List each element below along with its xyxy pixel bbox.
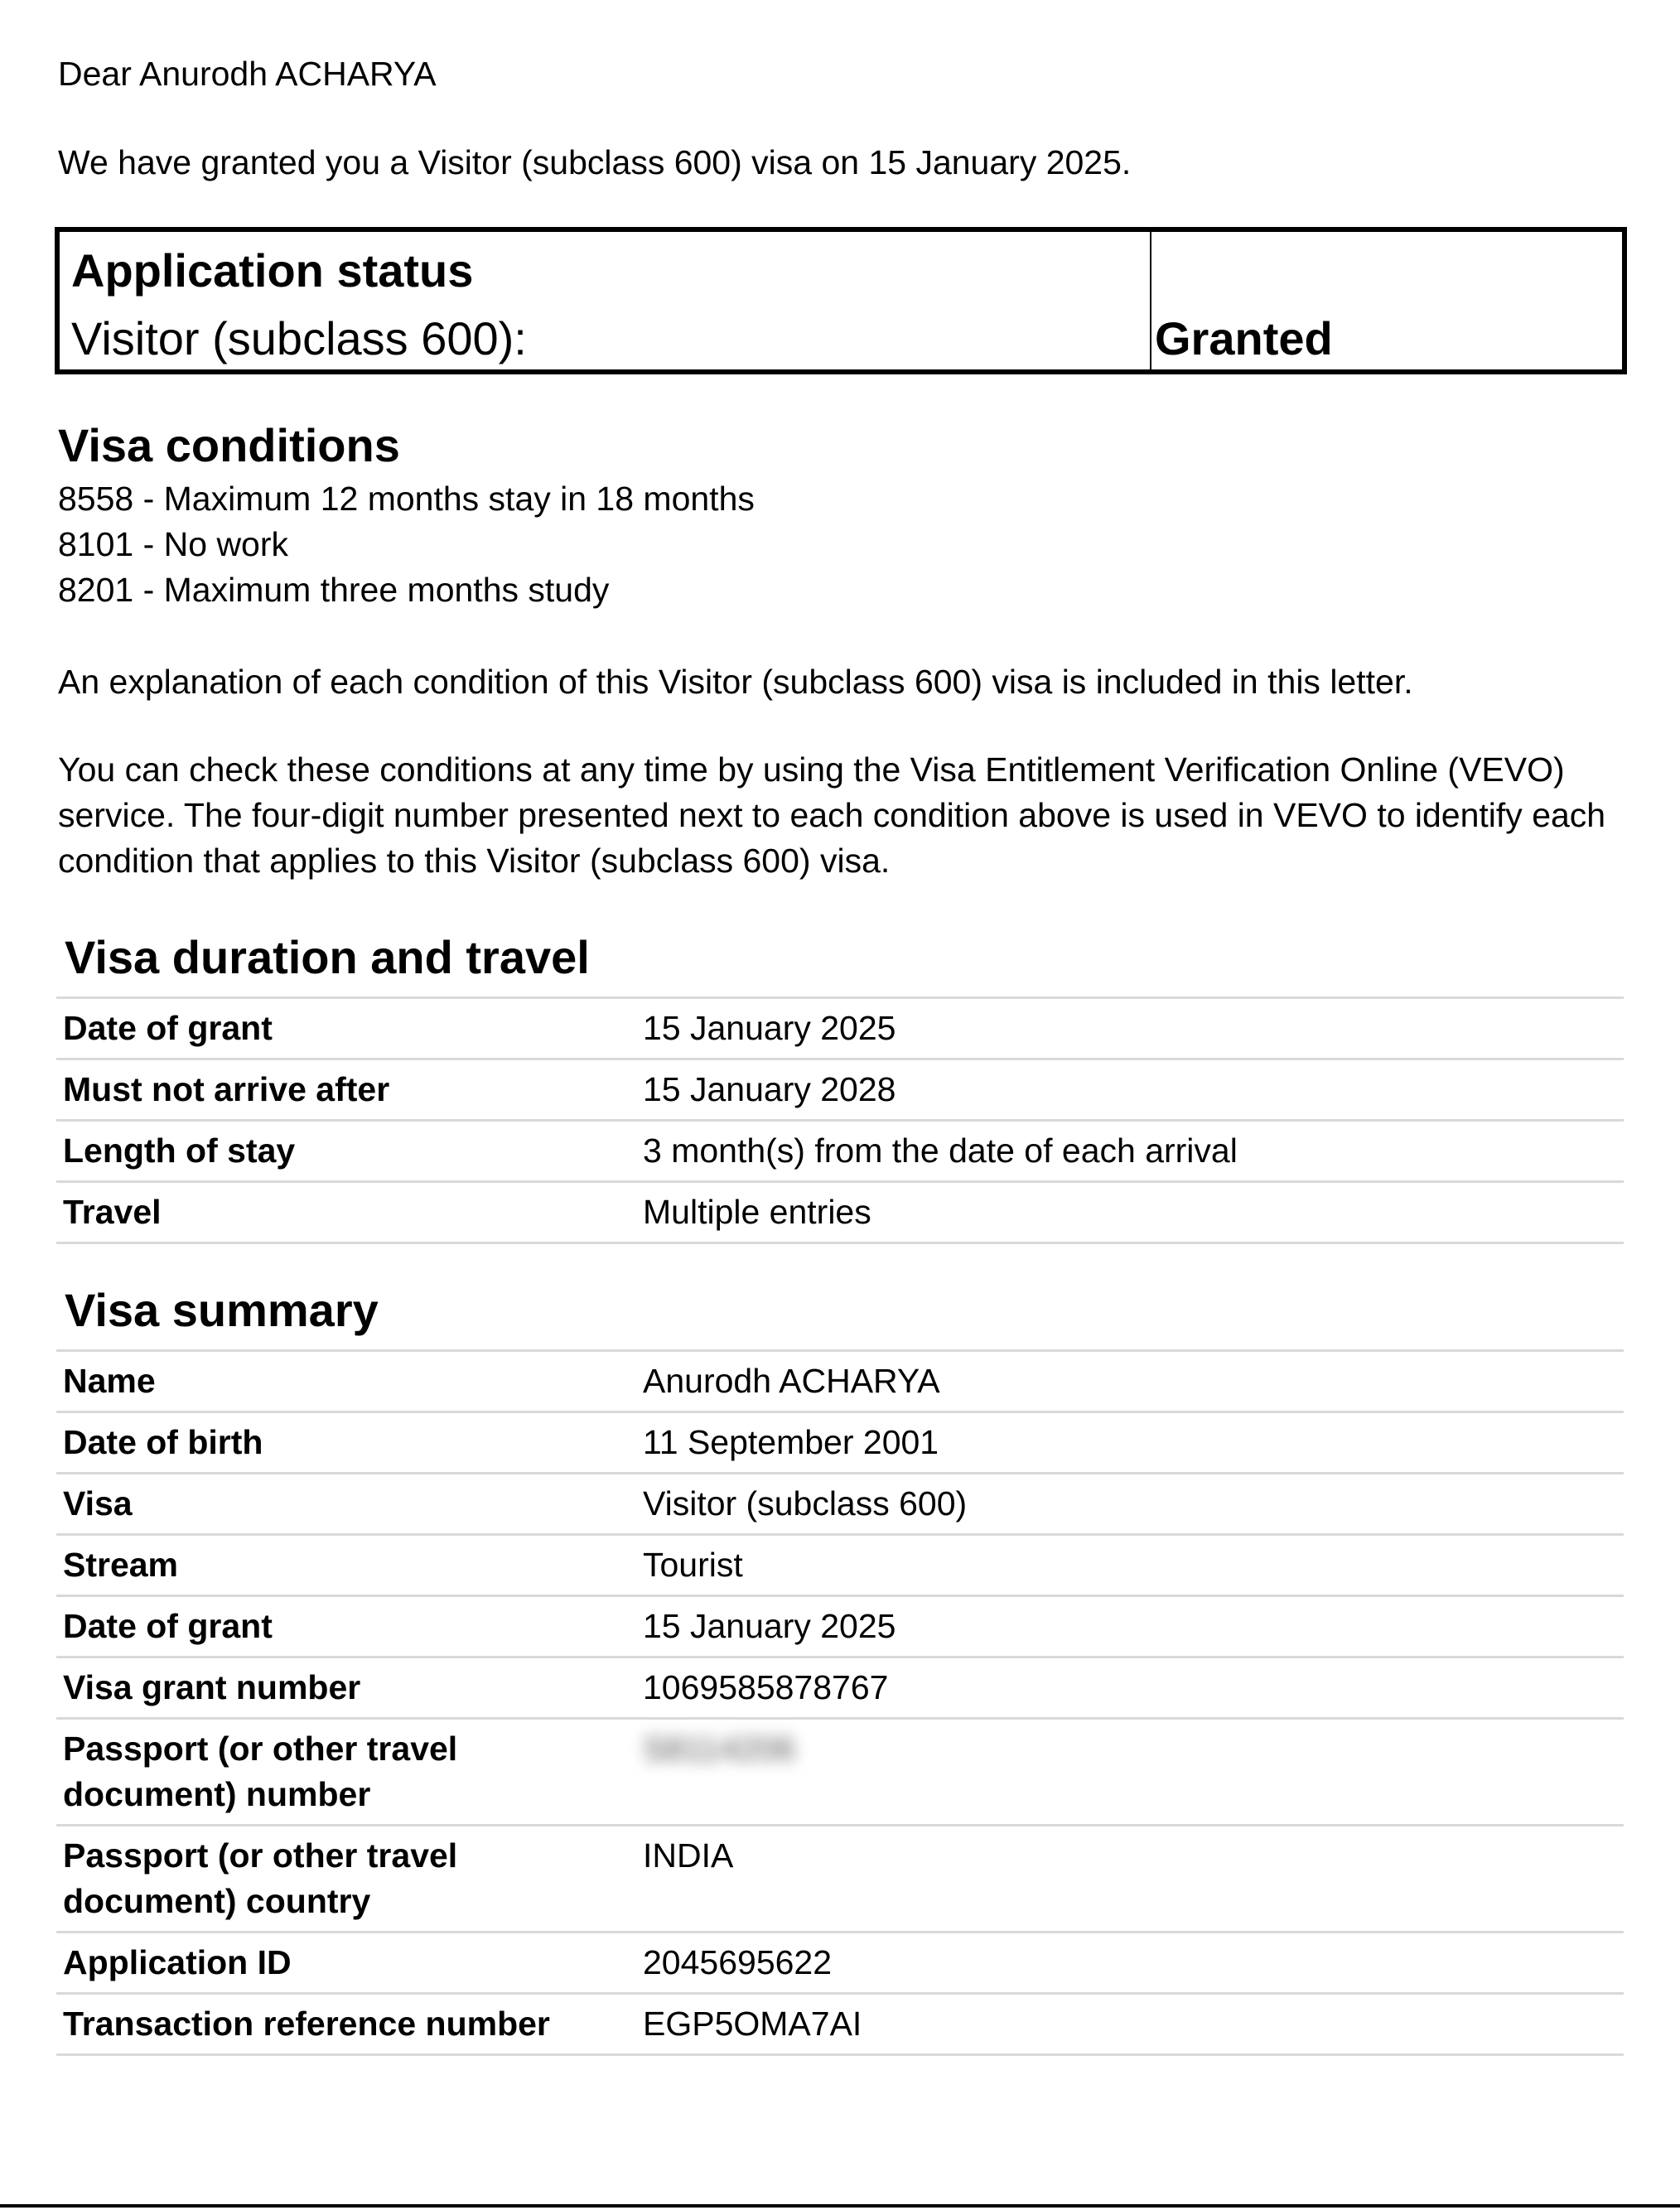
visa-duration-table: [56, 996, 1624, 1244]
row-value: Tourist: [636, 1535, 1624, 1596]
row-label: Visa grant number: [56, 1658, 636, 1719]
visa-conditions-list: [58, 476, 755, 613]
visa-duration-heading: Visa duration and travel: [65, 931, 590, 983]
application-status-value: Granted: [1155, 312, 1333, 364]
redacted-passport-number: S8114206: [643, 1730, 795, 1768]
row-value: 11 September 2001: [636, 1412, 1624, 1474]
row-value: EGP5OMA7AI: [636, 1994, 1624, 2055]
greeting: Dear Anurodh ACHARYA: [58, 55, 437, 93]
row-label: Application ID: [56, 1933, 636, 1994]
row-label: Transaction reference number: [56, 1994, 636, 2055]
row-label: Date of grant: [56, 1596, 636, 1658]
status-box-divider: [1150, 232, 1151, 369]
table-row: [56, 1658, 1624, 1719]
row-label: Date of birth: [56, 1412, 636, 1474]
visa-summary-table: [56, 1349, 1624, 2056]
table-row: [56, 1933, 1624, 1994]
grant-statement: We have granted you a Visitor (subclass 600) visa on 15 January 2025.: [58, 143, 1132, 181]
table-row: [56, 1596, 1624, 1658]
page-bottom-rule: [0, 2204, 1680, 2208]
row-label: Visa: [56, 1474, 636, 1535]
row-value: 15 January 2025: [636, 998, 1624, 1059]
condition-item: 8201 - Maximum three months study: [58, 571, 610, 609]
row-label: Must not arrive after: [56, 1059, 636, 1121]
row-value: 2045695622: [636, 1933, 1624, 1994]
conditions-explanation: An explanation of each condition of this Visitor (subclass 600) visa is included in this letter.: [58, 663, 1413, 701]
application-status-title: Application status: [71, 244, 474, 297]
row-value: 15 January 2028: [636, 1059, 1624, 1121]
visa-summary-heading: Visa summary: [65, 1284, 379, 1336]
table-row: [56, 998, 1624, 1059]
row-value: 15 January 2025: [636, 1596, 1624, 1658]
application-status-box: [55, 227, 1627, 374]
row-value: [636, 1719, 1624, 1826]
row-value: 3 month(s) from the date of each arrival: [636, 1121, 1624, 1182]
application-status-visa-label: Visitor (subclass 600):: [71, 312, 527, 364]
condition-item: 8558 - Maximum 12 months stay in 18 months: [58, 480, 755, 518]
row-label: Travel: [56, 1182, 636, 1243]
visa-conditions-heading: Visa conditions: [58, 419, 400, 471]
table-row: [56, 1182, 1624, 1243]
row-value: Visitor (subclass 600): [636, 1474, 1624, 1535]
table-row: [56, 1474, 1624, 1535]
row-label: Passport (or other travel document) country: [56, 1826, 636, 1933]
row-label: Length of stay: [56, 1121, 636, 1182]
row-label: Name: [56, 1351, 636, 1412]
table-row: [56, 1719, 1624, 1826]
table-row: [56, 1412, 1624, 1474]
table-row: [56, 1351, 1624, 1412]
table-row: [56, 1535, 1624, 1596]
table-row: [56, 1059, 1624, 1121]
row-label: Date of grant: [56, 998, 636, 1059]
row-value: INDIA: [636, 1826, 1624, 1933]
table-row: [56, 1994, 1624, 2055]
condition-item: 8101 - No work: [58, 525, 289, 563]
row-value: Anurodh ACHARYA: [636, 1351, 1624, 1412]
row-label: Passport (or other travel document) number: [56, 1719, 636, 1826]
table-row: [56, 1826, 1624, 1933]
vevo-paragraph: You can check these conditions at any time by using the Visa Entitlement Verification Online (VEVO) service. The four-digit number presented next to each condition above is used in VEVO to identify each condition that applies to this Visitor (subclass 600) visa.: [58, 750, 1606, 880]
row-value: Multiple entries: [636, 1182, 1624, 1243]
table-row: [56, 1121, 1624, 1182]
row-value: 1069585878767: [636, 1658, 1624, 1719]
row-label: Stream: [56, 1535, 636, 1596]
